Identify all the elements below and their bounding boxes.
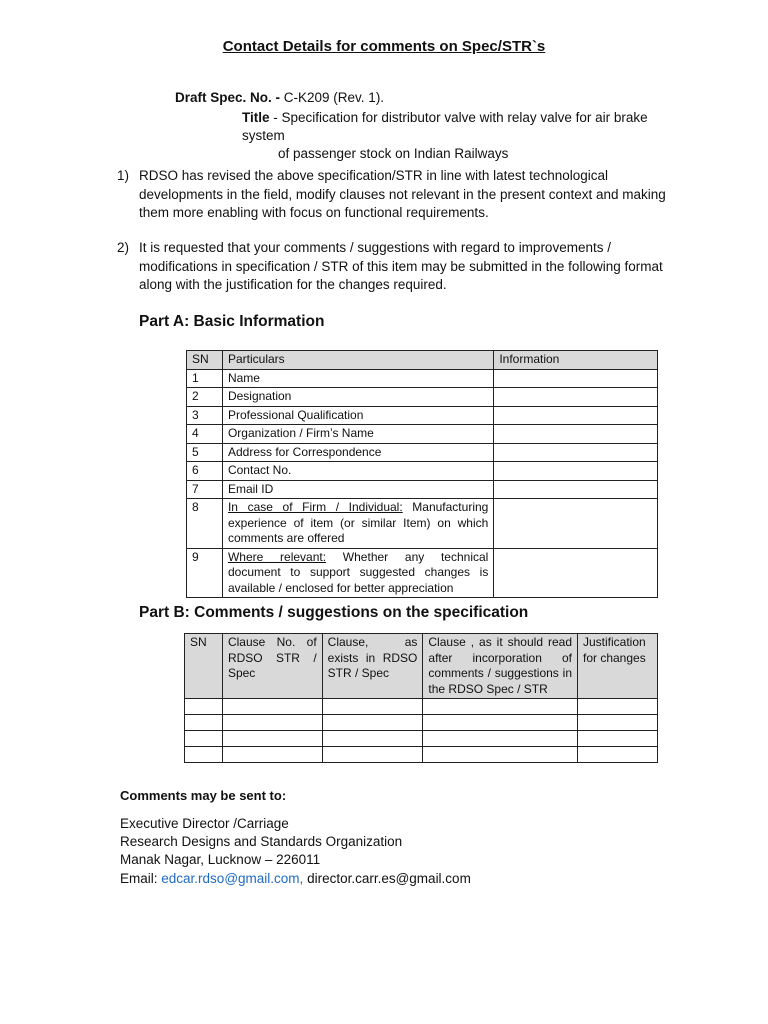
cell[interactable]	[423, 715, 578, 731]
row-particular: Designation	[222, 388, 493, 407]
cell[interactable]	[423, 731, 578, 747]
table-header-row	[187, 351, 658, 370]
cell[interactable]	[185, 715, 223, 731]
info-cell[interactable]	[494, 462, 658, 481]
info-cell[interactable]	[494, 480, 658, 499]
spec-title-value-1: - Specification for distributor valve with relay valve for air brake system	[242, 110, 648, 143]
spec-title-value-2: of passenger stock on Indian Railways	[278, 146, 509, 161]
cell[interactable]	[578, 715, 658, 731]
header-justification: Justification for changes	[578, 634, 658, 699]
info-cell[interactable]	[494, 406, 658, 425]
cell[interactable]	[423, 699, 578, 715]
table-row	[185, 699, 658, 715]
row-sn: 7	[187, 480, 223, 499]
row-sn: 8	[187, 499, 223, 549]
table-row	[187, 388, 658, 407]
point-1	[117, 167, 677, 223]
cell[interactable]	[185, 747, 223, 763]
draft-spec-label: Draft Spec. No. -	[175, 90, 281, 105]
table-row	[185, 747, 658, 763]
point-text: It is requested that your comments / suggestions with regard to improvements / modifications in specification / STR of this item may be submitted in the following format along with the justification for the changes required.	[139, 240, 663, 292]
cell[interactable]	[222, 747, 322, 763]
table-row	[187, 406, 658, 425]
address-line: Research Designs and Standards Organization	[120, 834, 403, 850]
info-cell[interactable]	[494, 388, 658, 407]
cell[interactable]	[322, 747, 423, 763]
row-sn: 3	[187, 406, 223, 425]
header-information: Information	[494, 351, 658, 370]
info-cell[interactable]	[494, 499, 658, 549]
row-particular: Email ID	[222, 480, 493, 499]
email-label: Email:	[120, 870, 158, 886]
row-particular: Contact No.	[222, 462, 493, 481]
table-header-row	[185, 634, 658, 699]
table-row	[187, 548, 658, 598]
point-2	[117, 239, 677, 295]
row-particular	[222, 499, 493, 549]
table-row	[187, 499, 658, 549]
info-cell[interactable]	[494, 548, 658, 598]
header-sn: SN	[185, 634, 223, 699]
row-particular	[222, 548, 493, 598]
cell[interactable]	[185, 699, 223, 715]
row-rest: Manufacturing experience of item (or similar Item) on which comments are offered	[227, 500, 489, 545]
cell[interactable]	[322, 731, 423, 747]
header-clause-no: Clause No. of RDSO STR / Spec	[222, 634, 322, 699]
contact-address	[120, 815, 471, 888]
draft-spec-value: C-K209 (Rev. 1).	[283, 90, 385, 105]
table-row	[187, 369, 658, 388]
row-sn: 1	[187, 369, 223, 388]
cell[interactable]	[322, 715, 423, 731]
table-row	[185, 715, 658, 731]
page-title: Contact Details for comments on Spec/STR`s	[222, 38, 546, 55]
address-line: Executive Director /Carriage	[120, 816, 289, 831]
row-lead: Where relevant:	[227, 549, 327, 564]
row-particular: Address for Correspondence	[222, 443, 493, 462]
cell[interactable]	[222, 731, 322, 747]
draft-spec-line	[175, 90, 384, 105]
table-row	[187, 480, 658, 499]
row-rest: Whether any technical document to support suggested changes is available / enclosed for better appreciation	[227, 549, 489, 595]
cell[interactable]	[578, 699, 658, 715]
header-particulars: Particulars	[222, 351, 493, 370]
info-cell[interactable]	[494, 443, 658, 462]
row-sn: 6	[187, 462, 223, 481]
cell[interactable]	[222, 699, 322, 715]
cell[interactable]	[578, 731, 658, 747]
row-particular: Organization / Firm’s Name	[222, 425, 493, 444]
table-row	[187, 462, 658, 481]
part-a-table	[186, 350, 658, 598]
row-sn: 4	[187, 425, 223, 444]
email-link-1[interactable]: edcar.rdso@gmail.com,	[161, 870, 304, 886]
part-a-heading: Part A: Basic Information	[139, 313, 325, 330]
table-row	[187, 425, 658, 444]
part-b-table	[184, 633, 658, 763]
cell[interactable]	[423, 747, 578, 763]
info-cell[interactable]	[494, 425, 658, 444]
table-row	[187, 443, 658, 462]
comments-sent-to: Comments may be sent to:	[120, 788, 287, 803]
table-row	[185, 731, 658, 747]
point-number: 1)	[117, 168, 130, 183]
spec-title-block	[242, 109, 682, 163]
row-sn: 2	[187, 388, 223, 407]
email-line	[120, 870, 471, 888]
address-line: Manak Nagar, Lucknow – 226011	[120, 852, 321, 868]
info-cell[interactable]	[494, 369, 658, 388]
point-number: 2)	[117, 240, 130, 255]
cell[interactable]	[578, 747, 658, 763]
cell[interactable]	[185, 731, 223, 747]
row-sn: 5	[187, 443, 223, 462]
row-particular: Name	[222, 369, 493, 388]
spec-title-label: Title	[242, 110, 270, 125]
point-text: RDSO has revised the above specification/STR in line with latest technological developments in the field, modify clauses not relevant in the present context and making them more enabling with focus on functional requirements.	[139, 168, 666, 220]
header-sn: SN	[187, 351, 223, 370]
row-lead: In case of Firm / Individual:	[227, 500, 403, 514]
row-particular: Professional Qualification	[222, 406, 493, 425]
email-2: director.carr.es@gmail.com	[307, 870, 471, 886]
cell[interactable]	[322, 699, 423, 715]
header-clause-should-read: Clause , as it should read after incorporation of comments / suggestions in the RDSO Spec / STR	[423, 634, 578, 699]
cell[interactable]	[222, 715, 322, 731]
part-b-heading: Part B: Comments / suggestions on the specification	[139, 604, 529, 621]
row-sn: 9	[187, 548, 223, 598]
header-clause-exists: Clause, as exists in RDSO STR / Spec	[322, 634, 423, 699]
